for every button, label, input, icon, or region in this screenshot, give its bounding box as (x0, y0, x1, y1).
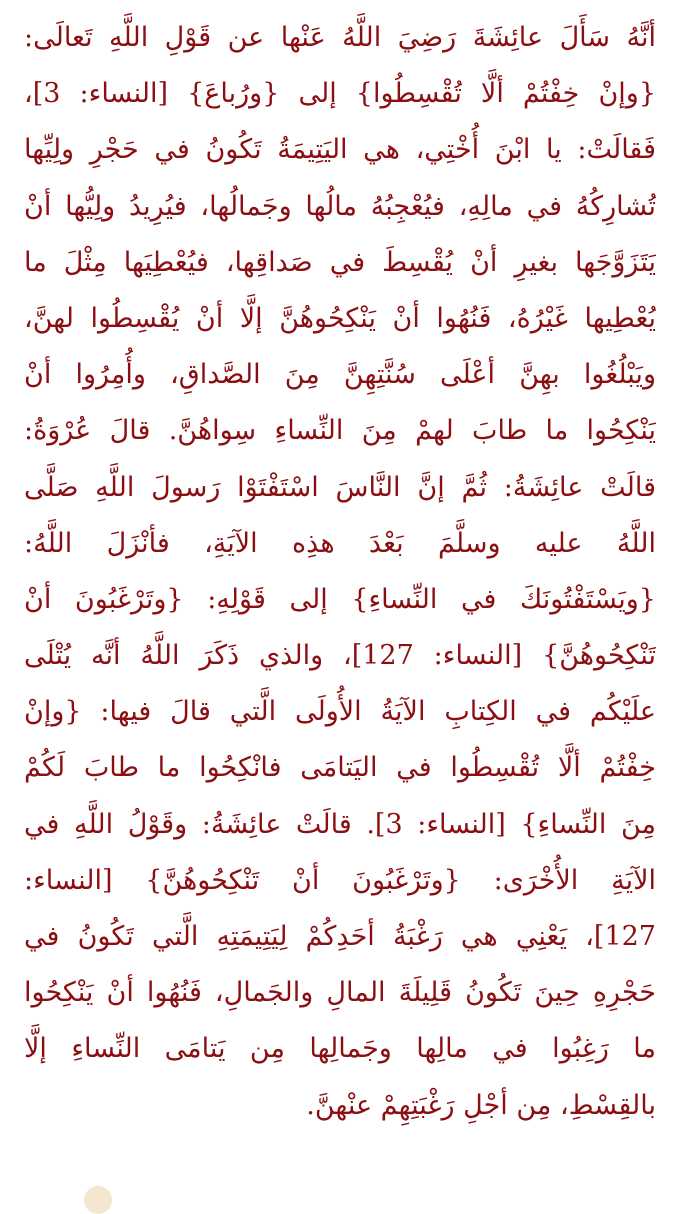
text-line: خِفْتُمْ ألَّا تُقْسِطُوا في اليَتامَى فانْكِحُوا ما طابَ لَكُمْ (24, 752, 656, 784)
text-line: أنَّهُ سَأَلَ عائِشَةَ رَضِيَ اللَّهُ عَنْها عن قَوْلِ اللَّهِ تَعالَى: (24, 22, 656, 53)
decorative-edge-mark (84, 1186, 112, 1214)
text-line: اللَّهُ عليه وسلَّمَ بَعْدَ هذِه الآيَةِ، فأنْزَلَ اللَّهُ: (24, 527, 656, 559)
text-line: فَقالَتْ: يا ابْنَ أُخْتِي، هي اليَتِيمَةُ تَكُونُ في حَجْرِ ولِيِّها (24, 134, 656, 166)
text-line: مِنَ النِّساءِ} [النساء: 3]. قالَتْ عائِشَةُ: وقَوْلُ اللَّهِ في (24, 808, 656, 840)
text-line: ويَبْلُغُوا بهِنَّ أعْلَى سُنَّتِهِنَّ مِنَ الصَّداقِ، وأُمِرُوا أنْ (24, 359, 656, 391)
text-line: الآيَةِ الأُخْرَى: {وتَرْغَبُونَ أنْ تَنْكِحُوهُنَّ} [النساء: (24, 864, 656, 896)
text-line: يَنْكِحُوا ما طابَ لهمْ مِنَ النِّساءِ سِواهُنَّ. قالَ عُرْوَةُ: (24, 415, 656, 447)
text-line: 127]، يَعْنِي هي رَغْبَةُ أحَدِكُمْ لِيَتِيمَتِهِ الَّتي تَكُونُ في (24, 921, 656, 952)
text-line: يُعْطِيها غَيْرُهُ، فَنُهُوا أنْ يَنْكِحُوهُنَّ إلَّا أنْ يُقْسِطُوا لهنَّ، (24, 302, 656, 334)
text-line: تُشارِكُهُ في مالِهِ، فيُعْجِبُهُ مالُها وجَمالُها، فيُرِيدُ ولِيُّها أنْ (24, 190, 656, 222)
text-line: تَنْكِحُوهُنَّ} [النساء: 127]، والذي ذَكَرَ اللَّهُ أنَّه يُتْلَى (24, 640, 656, 672)
hadith-text-block (24, 10, 656, 1134)
text-line: {وإنْ خِفْتُمْ ألَّا تُقْسِطُوا} إلى {ورُباعَ} [النساء: 3]، (24, 78, 656, 110)
text-line: بالقِسْطِ، مِن أجْلِ رَغْبَتِهِمْ عنْهنَّ. (306, 1089, 656, 1121)
text-line: حَجْرِهِ حِينَ تَكُونُ قَلِيلَةَ المالِ والجَمالِ، فَنُهُوا أنْ يَنْكِحُوا (24, 977, 656, 1009)
text-line: علَيْكُم في الكِتابِ الآيَةُ الأُولَى الَّتي قالَ فيها: {وإنْ (24, 696, 656, 728)
text-line: قالَتْ عائِشَةُ: ثُمَّ إنَّ النَّاسَ اسْتَفْتَوْا رَسولَ اللَّهِ صَلَّى (24, 471, 656, 503)
text-line: ما رَغِبُوا في مالِها وجَمالِها مِن يَتامَى النِّساءِ إلَّا (24, 1033, 656, 1065)
text-line: يَتَزَوَّجَها بغيرِ أنْ يُقْسِطَ في صَداقِها، فيُعْطِيَها مِثْلَ ما (24, 246, 656, 278)
text-line: {ويَسْتَفْتُونَكَ في النِّساءِ} إلى قَوْلِهِ: {وتَرْغَبُونَ أنْ (24, 583, 656, 615)
